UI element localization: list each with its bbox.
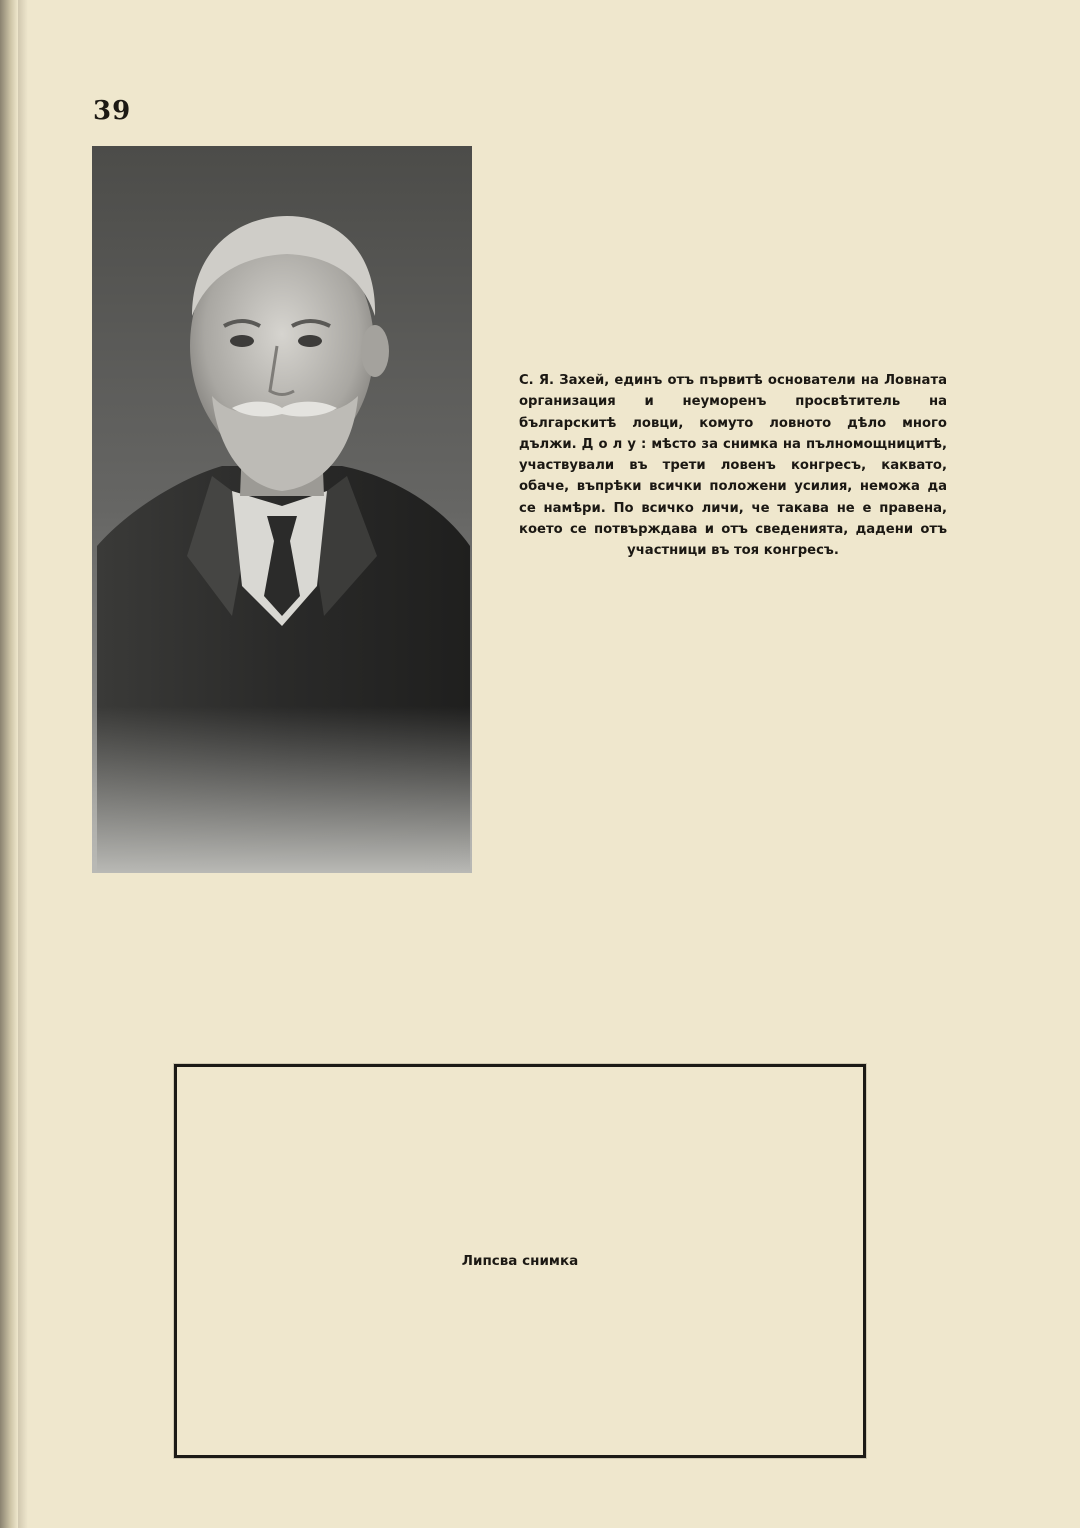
page-number: 39 <box>93 96 132 126</box>
page-gutter-fade <box>18 0 28 1528</box>
portrait-caption: С. Я. Захей, единъ отъ първитѣ основатели на Ловната организация и неуморенъ просвѣтитель на българскитѣ ловци, комуто ловното дѣло много дължи. Д о л у : мѣсто за снимка на пълномощницитѣ, участвували въ трети ловенъ конгресъ, каквато, обаче, въпрѣки всички положени усилия, неможа да се намѣри. По всичко личи, че такава не е правена, което се потвърждава и отъ сведенията, дадени отъ участници въ тоя конгресъ. <box>519 373 947 559</box>
page-gutter-shadow <box>0 0 18 1528</box>
missing-photo-frame <box>174 1064 866 1458</box>
portrait-photo <box>92 146 472 873</box>
portrait-illustration <box>92 146 472 873</box>
missing-photo-label: Липсва снимка <box>461 1253 579 1269</box>
